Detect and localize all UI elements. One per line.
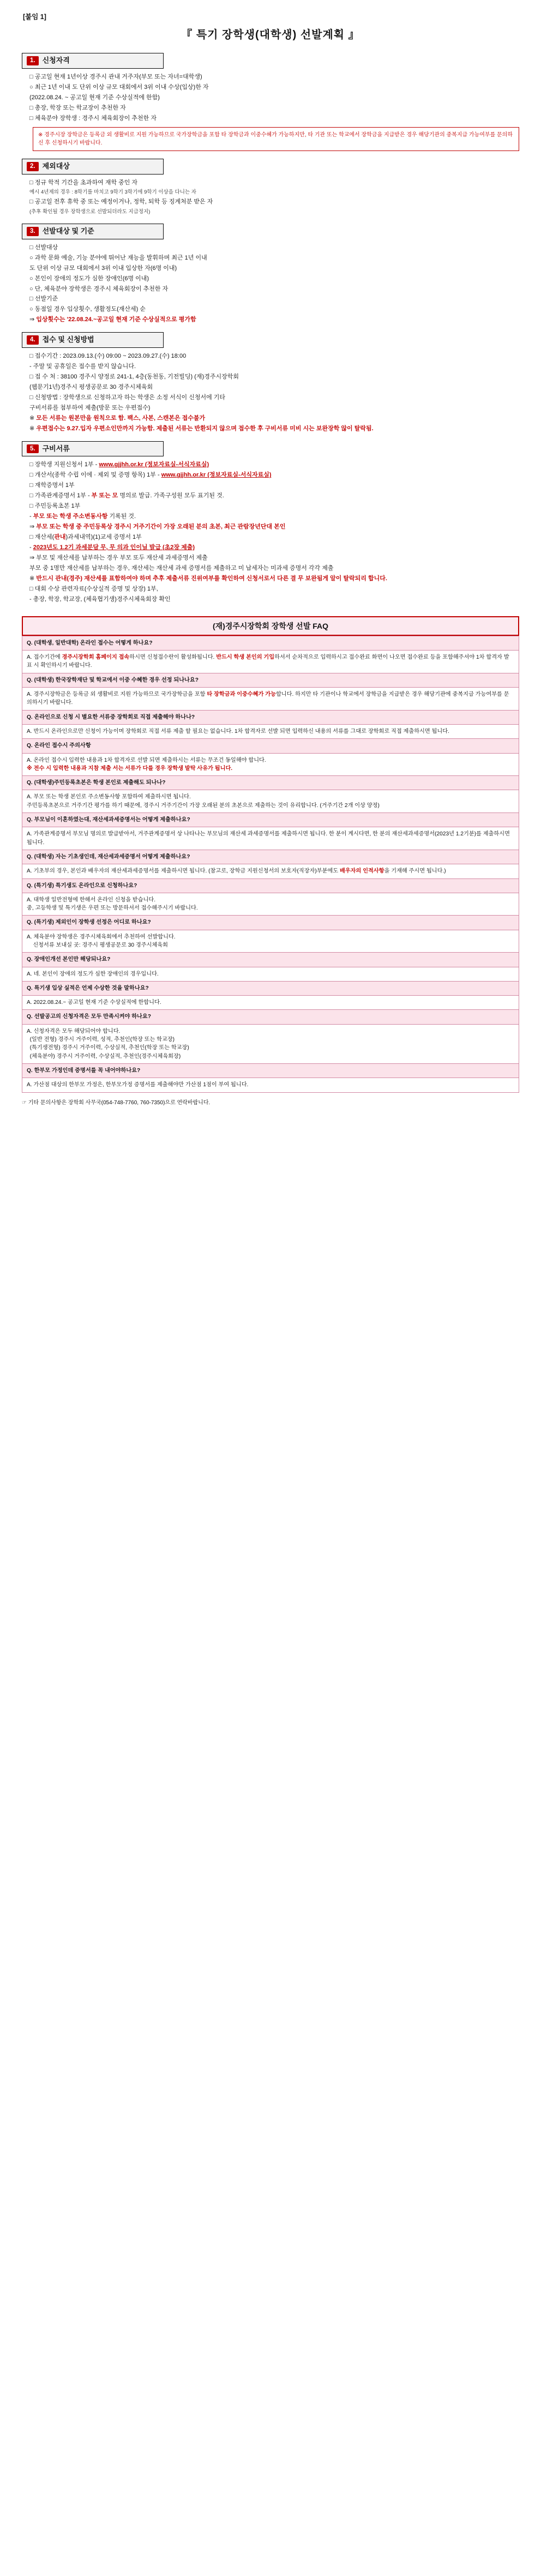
table-row bbox=[22, 753, 519, 776]
list-item: □ 접 수 처 : 38100 경주시 양정로 241-1, 4층(동천동, 기전빌딩) (재)경주시장학회 bbox=[29, 373, 519, 382]
table-row bbox=[22, 636, 519, 650]
list-item: (추후 확인될 경우 장학생으로 선발되더라도 지급정지) bbox=[29, 209, 151, 215]
list-item: (2022.08.24. ~ 공고일 현재 기준 수상실적에 한함) bbox=[29, 94, 160, 101]
faq-answer: A. 부모 또는 학생 본인로 주소변동사항 포함하여 제출하시면 됩니다. 주민등록초본으로 거주기간 평가를 하기 때문에, 경주시 거주기간이 가장 오래된 분의 초본으로 제출하는 것이 유리합니다. (거주기간 2개 이상 양정) bbox=[22, 790, 519, 813]
faq-answer: A. 가산점 대상의 한부모 가정은, 한부모가정 증명서를 제출해야만 가산점 1점이 부여 됩니다. bbox=[22, 1078, 519, 1092]
list-item: ○ 단, 체육분야 장학생은 경주시 체육회장이 추천한 자 bbox=[29, 285, 519, 294]
table-row bbox=[22, 710, 519, 724]
list-item: □ 주민등록초본 1부 bbox=[29, 502, 519, 511]
table-row bbox=[22, 651, 519, 673]
table-row bbox=[22, 1078, 519, 1092]
list-item: 구비서류를 첨부하여 제출(방문 또는 우편접수) bbox=[29, 404, 151, 411]
list-item: ○ 최근 1년 이내 도 단위 이상 규모 대회에서 3위 이내 수상(입상)한 자 bbox=[29, 83, 519, 92]
section-body-3 bbox=[22, 244, 519, 325]
faq-question: Q. (특기생) 제외인이 장학생 선정은 어디로 하나요? bbox=[22, 916, 519, 930]
section-title: 구비서류 bbox=[42, 444, 70, 453]
list-item: □ 가족관계증명서 1부 - 부 또는 모 명의로 발급. 가족구성원 모두 표기된 것. bbox=[29, 492, 519, 501]
section-body-5 bbox=[22, 461, 519, 604]
faq-answer: A. 2022.08.24.~ 공고일 현재 기준 수상실적에 한합니다. bbox=[22, 996, 519, 1010]
faq-table bbox=[22, 636, 519, 1093]
list-item: □ 재학증명서 1부 bbox=[29, 482, 519, 490]
list-item: □ 개산서(종학 수립 이에 · 제외 및 증명 항목) 1부 - www.gjjhh.or.kr (정보자료실-서식자료실) bbox=[29, 471, 519, 480]
faq-question: Q. 장애인개선 본인만 해당되나요? bbox=[22, 953, 519, 967]
section-header-3 bbox=[22, 224, 164, 239]
faq-question: Q. 선발공고의 신청자격은 모두 만족시켜야 하나요? bbox=[22, 1010, 519, 1024]
faq-answer: A. 대학생 일반전형에 한해서 온라인 신청을 받습니다. 중, 고등학생 및 특기생은 우편 또는 방문하셔서 접수해주시기 바랍니다. bbox=[22, 893, 519, 916]
list-item: □ 장학생 지원신청서 1부 - www.gjjhh.or.kr (정보자료실-서식자료실) bbox=[29, 461, 519, 470]
list-item: - 주말 및 공휴일은 접수를 받지 않습니다. bbox=[29, 363, 136, 370]
section-title: 신청자격 bbox=[42, 56, 70, 65]
list-item: - 총장, 학장, 학교장, (체육협기생)경주시체육회장 확인 bbox=[29, 595, 171, 603]
table-row bbox=[22, 724, 519, 738]
list-item: ※ 우편접수는 9.27.입자 우편소인만까지 가능함. 제출된 서류는 반환되지 않으며 접수한 후 구비서류 미비 시는 보완장학 않이 탈락됨. bbox=[29, 425, 519, 434]
table-row bbox=[22, 893, 519, 916]
table-row bbox=[22, 673, 519, 687]
table-row bbox=[22, 827, 519, 850]
list-item: - 2023년도 1.2기 과세분담 무, 무 의과 인이닐 발급 (초2장 제출) bbox=[29, 544, 195, 551]
faq-question: Q. (대학생, 일반대학) 온라인 접수는 어떻게 하나요? bbox=[22, 636, 519, 650]
section-header-1 bbox=[22, 53, 164, 69]
table-row bbox=[22, 850, 519, 864]
list-item: ○ 본인이 장애의 정도가 심한 장애인(6명 이내) bbox=[29, 275, 519, 284]
list-item: □ 공고일 현재 1년이상 경주시 관내 거주자(부모 또는 자녀=대학생) bbox=[29, 73, 519, 82]
section-body-4 bbox=[22, 352, 519, 434]
section-title: 선발대상 및 기준 bbox=[42, 226, 94, 235]
list-item: (웹문기1년)경주시 평생공문로 30 경주시체육회 bbox=[29, 383, 153, 390]
table-row bbox=[22, 1010, 519, 1024]
faq-answer: A. 기초부의 경우, 본인과 배우자의 재산세과세증명서를 제출하시면 됩니다. (참고로, 장학금 지원신청서의 보호자(직장자)부분에도 배우자의 인적사항을 기재해 주시면 됩니다.) bbox=[22, 864, 519, 878]
list-item: ⇒ 입상횟수는 '22.08.24.~공고일 현재 기준 수상실적으로 평가함 bbox=[29, 316, 519, 324]
list-item: □ 선발기준 bbox=[29, 295, 519, 304]
table-row bbox=[22, 739, 519, 753]
faq-table-body bbox=[22, 636, 519, 1092]
section-header-5 bbox=[22, 441, 164, 457]
table-row bbox=[22, 1024, 519, 1063]
list-item: □ 신청방법 : 장학생으로 신청하고자 하는 학생은 소정 서식이 신청서에 기타 bbox=[29, 394, 519, 402]
section-header-4 bbox=[22, 332, 164, 348]
list-item: ○ 동점일 경우 입상횟수, 생활정도(재산세) 순 bbox=[29, 305, 519, 314]
list-item: ⇒ 부모 또는 학생 중 주민등록상 경주시 거주기간이 가장 오래된 분의 초본, 최근 관람장년단대 본인 bbox=[29, 523, 286, 531]
faq-answer: A. 신청자격은 모두 해당되어야 합니다. (일반 전형) 경주시 거주이력, 성적, 추천인(학장 또는 학교장) (특기생전형) 경주시 거주이력, 수상실적, 추천인(학장 또는 학교장) (체육분야) 경주시 거주이력, 수상실적, 추천인(경주시체육회장) bbox=[22, 1024, 519, 1063]
section-1-note bbox=[33, 127, 519, 151]
faq-question: Q. 특기생 입상 실적은 언제 수상한 것을 말하나요? bbox=[22, 981, 519, 995]
faq-answer: A. 온라인 접수시 입력한 내용과 1차 합격자로 선발 되면 제출하시는 서류는 무조건 동일해야 합니다. ※ 전수 시 입력한 내용과 지참 제출 서는 서류가 다를 경우 장학생 발탁 사유가 됩니다. bbox=[22, 753, 519, 776]
table-row bbox=[22, 864, 519, 878]
table-row bbox=[22, 776, 519, 790]
list-item: □ 접수기간 : 2023.09.13.(수) 09:00 ~ 2023.09.27.(수) 18:00 bbox=[29, 352, 519, 361]
table-row bbox=[22, 878, 519, 893]
faq-question: Q. 온라인으로 신청 시 별요한 서류중 장학회로 직접 제출해야 하나나? bbox=[22, 710, 519, 724]
list-item: □ 공고일 전후 휴학 중 또는 예정이거나, 정학, 퇴학 등 징계처분 받은 자 bbox=[29, 198, 519, 207]
list-item: 도 단위 이상 규모 대회에서 3위 이내 입상한 자(6명 이내) bbox=[29, 264, 177, 272]
list-item: 예시 4년제의 경우 : 8학기를 마치고 9학기 3학기에 9학기 이상을 다니는 자 bbox=[29, 189, 196, 196]
table-row bbox=[22, 996, 519, 1010]
contact-footer: ☞ 기타 문의사항은 장학회 사무국(054-748-7760, 760-7350)으로 연락바랍니다. bbox=[22, 1099, 519, 1108]
section-header-2 bbox=[22, 159, 164, 174]
section-number: 5. bbox=[27, 444, 39, 454]
list-item: □ 정규 학적 기간을 초과하여 재학 중인 자 bbox=[29, 179, 519, 188]
list-item: ※ 반드시 관내(경주) 재산세를 표함하여야 하며 추후 제출서류 진위여부를 확인하여 신청서로서 다른 결 무 보완됨게 알이 탈락되리 합니다. bbox=[29, 575, 519, 583]
table-row bbox=[22, 930, 519, 953]
faq-question: Q. (특기생) 특기생도 온라인으로 신청하나요? bbox=[22, 878, 519, 893]
faq-question: Q. (대학생) 자는 기초생인데, 재산세과세증명서 어떻게 제출하나요? bbox=[22, 850, 519, 864]
page-title: 『 특기 장학생(대학생) 선발계획 』 bbox=[181, 29, 360, 41]
list-item: ※ 모든 서류는 원본만을 원칙으로 함. 팩스, 사본, 스캔본은 접수불가 bbox=[29, 414, 519, 423]
faq-question: Q. (대학생)주민등록초본은 학생 본인로 제출해도 되나나? bbox=[22, 776, 519, 790]
list-item: □ 대회 수상 관련자료(수상실적 증명 및 상장) 1부, bbox=[29, 585, 519, 594]
list-item: □ 재산세(관내)과세내역)(1)교세 증명서 1부 bbox=[29, 533, 519, 542]
list-item: - 부모 또는 학생 주소변동사항 기록된 것. bbox=[29, 513, 136, 520]
section-title: 제외대상 bbox=[42, 161, 70, 170]
faq-answer: A. 반드시 온라인으로만 신청이 가능이며 장학회로 직접 서류 제출 할 필요는 없습니다. 1차 합격자로 선발 되면 입력하신 내용의 서류를 그대로 장학회로 직접 제출하시면 됩니다. bbox=[22, 724, 519, 738]
list-item: □ 총장, 학장 또는 학교장이 추천한 자 bbox=[29, 104, 519, 113]
section-title: 접수 및 신청방법 bbox=[42, 335, 94, 344]
table-row bbox=[22, 981, 519, 995]
table-row bbox=[22, 1063, 519, 1078]
table-row bbox=[22, 813, 519, 827]
note-text: ※ 경주시장 장학금은 등록금 외 생활비로 지원 가능하므로 국가장학금을 포함 타 장학금과 이중수혜가 가능하지만, 타 기관 또는 학교에서 장학금을 지급받은 경우 해당기관의 중복지급 가능여부를 문의하신 후 신청하시기 바랍니다. bbox=[38, 132, 513, 146]
list-item: ⇒ 부모 및 재산세를 납부하는 경우 부모 또두 재산세 과세증명서 제출 bbox=[29, 554, 208, 561]
faq-question: Q. 부모님이 이혼하였는대, 재산세과세증명서는 어떻게 제출하나요? bbox=[22, 813, 519, 827]
faq-question: Q. 한부모 가정인데 증명서를 꼭 내어야하나요? bbox=[22, 1063, 519, 1078]
table-row bbox=[22, 790, 519, 813]
table-row bbox=[22, 953, 519, 967]
attachment-label: [붙임 1] bbox=[23, 13, 46, 21]
section-body-1 bbox=[22, 73, 519, 151]
faq-heading: (재)경주시장학회 장학생 선발 FAQ bbox=[22, 616, 519, 636]
faq-answer: A. 체육분야 장학생은 경주시체육회에서 추천하여 선발합니다. 신청서류 보내실 곳: 경주시 평생공문로 30 경주시체육회 bbox=[22, 930, 519, 953]
section-number: 4. bbox=[27, 335, 39, 345]
section-number: 2. bbox=[27, 162, 39, 171]
section-number: 1. bbox=[27, 56, 39, 65]
section-number: 3. bbox=[27, 227, 39, 236]
section-body-2 bbox=[22, 179, 519, 216]
faq-question: Q. 온라인 접수시 주의사항 bbox=[22, 739, 519, 753]
document-page bbox=[0, 0, 541, 1121]
table-row bbox=[22, 916, 519, 930]
faq-answer: A. 가족관계증명서 부모님 명의로 발급받아서, 거주관계증명서 상 나타나는 부모님의 재산세 과세증명서를 제출하시면 됩니다. 한 분이 계시다면, 한 분의 재산세과세증명서(2023년 1.2기분)를 제출하시면 됩니다. bbox=[22, 827, 519, 850]
list-item: ○ 과학 문화 예술, 기능 분야에 뛰어난 재능을 발휘하며 최근 1년 이내 bbox=[29, 254, 519, 263]
faq-answer: A. 경주시장학금은 등록금 외 생활비로 지원 가능하므로 국가장학금을 포함 타 장학금과 이중수혜가 가능합니다. 하지만 타 기관이나 학교에서 장학금을 지급받은 경우 해당기관에 중복지급 가능여부를 문의하시기 바랍니다. bbox=[22, 688, 519, 711]
list-item: 부모 중 1명만 재산세를 납부하는 경우, 재산세는 재산세 과세 증명서를 제출하고 미 납세자는 미과세 증명서 각각 제출 bbox=[29, 564, 334, 571]
faq-answer: A. 접수기간에 경주시장학회 홈페이지 접속하시면 신청접수란이 활성화됩니다. 반드시 학생 본인의 기입하셔서 순차적으로 입력하시고 접수완료 화면이 나오면 접수완료 등을 포함해주셔야 1차 합격자 발표 시 확인하시기 바랍니다. bbox=[22, 651, 519, 673]
faq-question: Q. (대학생) 한국장학재단 및 학교에서 이중 수혜한 경우 선정 되나나요? bbox=[22, 673, 519, 687]
faq-answer: A. 네. 본인이 장애의 정도가 심한 장애인의 경우입니다. bbox=[22, 967, 519, 981]
list-item: □ 체육분야 장학생 : 경주시 체육회장이 추천한 자 bbox=[29, 115, 519, 123]
table-row bbox=[22, 967, 519, 981]
list-item: □ 선발대상 bbox=[29, 244, 519, 252]
table-row bbox=[22, 688, 519, 711]
